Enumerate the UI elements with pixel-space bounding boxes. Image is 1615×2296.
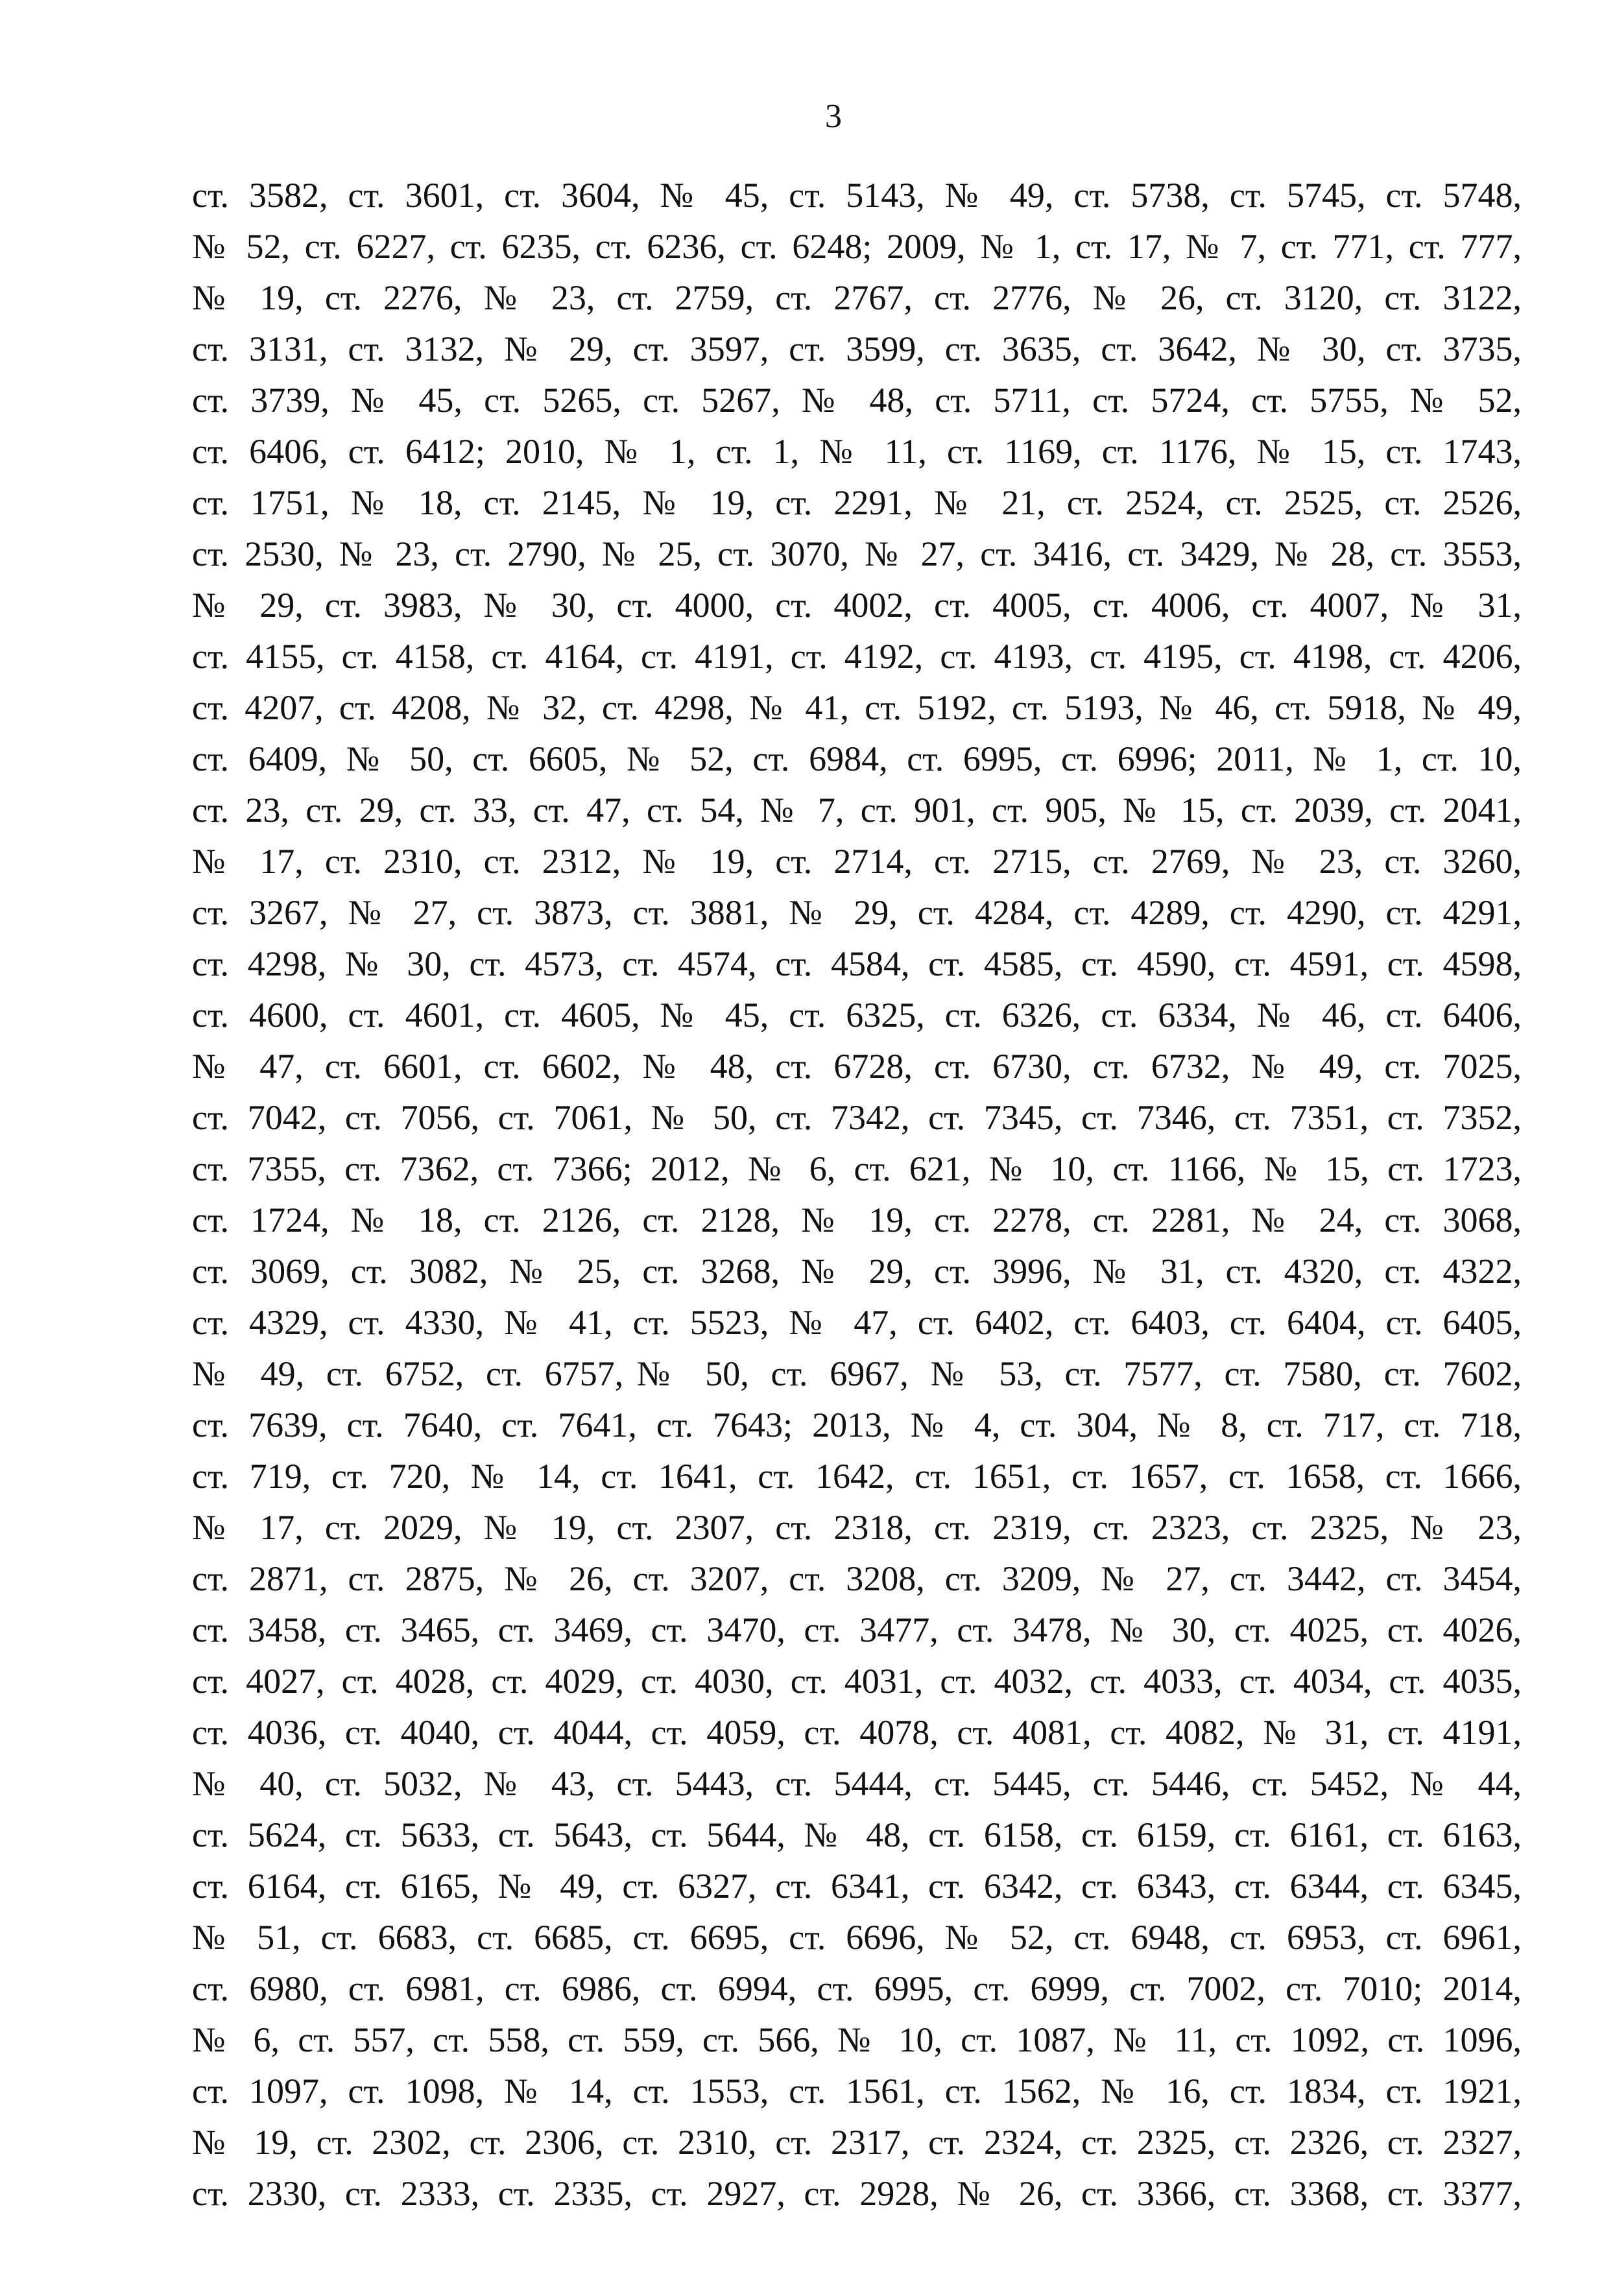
text-line: ст. 2330, ст. 2333, ст. 2335, ст. 2927, ст. 2928, № 26, ст. 3366, ст. 3368, ст. 3377, [192,2174,1522,2213]
text-line: ст. 1724, № 18, ст. 2126, ст. 2128, № 19, ст. 2278, ст. 2281, № 24, ст. 3068, [192,1201,1522,1239]
text-line: ст. 4329, ст. 4330, № 41, ст. 5523, № 47, ст. 6402, ст. 6403, ст. 6404, ст. 6405, [192,1303,1522,1342]
text-line: № 40, ст. 5032, № 43, ст. 5443, ст. 5444, ст. 5445, ст. 5446, ст. 5452, № 44, [192,1764,1522,1803]
text-line: ст. 4298, № 30, ст. 4573, ст. 4574, ст. 4584, ст. 4585, ст. 4590, ст. 4591, ст. 4598, [192,944,1522,983]
text-line: № 19, ст. 2276, № 23, ст. 2759, ст. 2767, ст. 2776, № 26, ст. 3120, ст. 3122, [192,278,1522,317]
text-line: ст. 6409, № 50, ст. 6605, № 52, ст. 6984, ст. 6995, ст. 6996; 2011, № 1, ст. 10, [192,739,1522,778]
text-line: ст. 7355, ст. 7362, ст. 7366; 2012, № 6, ст. 621, № 10, ст. 1166, № 15, ст. 1723, [192,1149,1522,1188]
page-number: 3 [825,98,842,135]
text-line: ст. 1751, № 18, ст. 2145, № 19, ст. 2291, № 21, ст. 2524, ст. 2525, ст. 2526, [192,483,1522,522]
text-line: ст. 3739, № 45, ст. 5265, ст. 5267, № 48, ст. 5711, ст. 5724, ст. 5755, № 52, [192,381,1522,420]
text-line: ст. 3582, ст. 3601, ст. 3604, № 45, ст. 5143, № 49, ст. 5738, ст. 5745, ст. 5748, [192,176,1522,215]
text-line: ст. 4027, ст. 4028, ст. 4029, ст. 4030, ст. 4031, ст. 4032, ст. 4033, ст. 4034, ст. 4035, [192,1662,1522,1701]
text-line: № 19, ст. 2302, ст. 2306, ст. 2310, ст. 2317, ст. 2324, ст. 2325, ст. 2326, ст. 2327, [192,2123,1522,2162]
text-line: ст. 2871, ст. 2875, № 26, ст. 3207, ст. 3208, ст. 3209, № 27, ст. 3442, ст. 3454, [192,1559,1522,1598]
text-line: ст. 23, ст. 29, ст. 33, ст. 47, ст. 54, № 7, ст. 901, ст. 905, № 15, ст. 2039, ст. 2041, [192,791,1522,830]
text-line: № 47, ст. 6601, ст. 6602, № 48, ст. 6728, ст. 6730, ст. 6732, № 49, ст. 7025, [192,1047,1522,1086]
text-line: № 17, ст. 2310, ст. 2312, № 19, ст. 2714, ст. 2715, ст. 2769, № 23, ст. 3260, [192,842,1522,881]
text-line: № 49, ст. 6752, ст. 6757,№ 50, ст. 6967, № 53, ст. 7577, ст. 7580, ст. 7602, [192,1354,1522,1393]
text-line: ст. 3069, ст. 3082, № 25, ст. 3268, № 29, ст. 3996, № 31, ст. 4320, ст. 4322, [192,1252,1522,1291]
text-line: ст. 7042, ст. 7056, ст. 7061, № 50, ст. 7342, ст. 7345, ст. 7346, ст. 7351, ст. 7352, [192,1098,1522,1137]
text-line: ст. 3131, ст. 3132, № 29, ст. 3597, ст. 3599, ст. 3635, ст. 3642, № 30, ст. 3735, [192,329,1522,368]
text-line: № 52, ст. 6227, ст. 6235, ст. 6236, ст. 6248; 2009, № 1, ст. 17, № 7, ст. 771, ст. 777, [192,227,1522,266]
text-line: № 6, ст. 557, ст. 558, ст. 559, ст. 566, № 10, ст. 1087, № 11, ст. 1092, ст. 1096, [192,2020,1522,2059]
text-line: ст. 3267, № 27, ст. 3873, ст. 3881, № 29, ст. 4284, ст. 4289, ст. 4290, ст. 4291, [192,893,1522,932]
text-line: ст. 4600, ст. 4601, ст. 4605, № 45, ст. 6325, ст. 6326, ст. 6334, № 46, ст. 6406, [192,996,1522,1034]
text-line: ст. 4207, ст. 4208, № 32, ст. 4298, № 41, ст. 5192, ст. 5193, № 46, ст. 5918, № 49, [192,688,1522,727]
text-line: ст. 1097, ст. 1098, № 14, ст. 1553, ст. 1561, ст. 1562, № 16, ст. 1834, ст. 1921, [192,2072,1522,2111]
text-line: № 17, ст. 2029, № 19, ст. 2307, ст. 2318, ст. 2319, ст. 2323, ст. 2325, № 23, [192,1508,1522,1547]
text-line: № 51, ст. 6683, ст. 6685, ст. 6695, ст. 6696, № 52, ст. 6948, ст. 6953, ст. 6961, [192,1918,1522,1957]
text-line: № 29, ст. 3983, № 30, ст. 4000, ст. 4002, ст. 4005, ст. 4006, ст. 4007, № 31, [192,586,1522,625]
text-line: ст. 6406, ст. 6412; 2010, № 1, ст. 1, № 11, ст. 1169, ст. 1176, № 15, ст. 1743, [192,432,1522,471]
text-line: ст. 7639, ст. 7640, ст. 7641, ст. 7643; 2013, № 4, ст. 304, № 8, ст. 717, ст. 718, [192,1405,1522,1444]
text-line: ст. 6164, ст. 6165, № 49, ст. 6327, ст. 6341, ст. 6342, ст. 6343, ст. 6344, ст. 6345, [192,1867,1522,1906]
text-line: ст. 3458, ст. 3465, ст. 3469, ст. 3470, ст. 3477, ст. 3478, № 30, ст. 4025, ст. 4026, [192,1610,1522,1649]
text-line: ст. 719, ст. 720, № 14, ст. 1641, ст. 1642, ст. 1651, ст. 1657, ст. 1658, ст. 1666, [192,1457,1522,1496]
text-line: ст. 2530, № 23, ст. 2790, № 25, ст. 3070, № 27, ст. 3416, ст. 3429, № 28, ст. 3553, [192,534,1522,573]
text-line: ст. 4155, ст. 4158, ст. 4164, ст. 4191, ст. 4192, ст. 4193, ст. 4195, ст. 4198, ст. 4206, [192,637,1522,676]
body-text [192,170,1522,2219]
text-line: ст. 4036, ст. 4040, ст. 4044, ст. 4059, ст. 4078, ст. 4081, ст. 4082, № 31, ст. 4191, [192,1713,1522,1752]
text-line: ст. 5624, ст. 5633, ст. 5643, ст. 5644, № 48, ст. 6158, ст. 6159, ст. 6161, ст. 6163, [192,1815,1522,1854]
text-line: ст. 6980, ст. 6981, ст. 6986, ст. 6994, ст. 6995, ст. 6999, ст. 7002, ст. 7010; 2014, [192,1969,1522,2008]
